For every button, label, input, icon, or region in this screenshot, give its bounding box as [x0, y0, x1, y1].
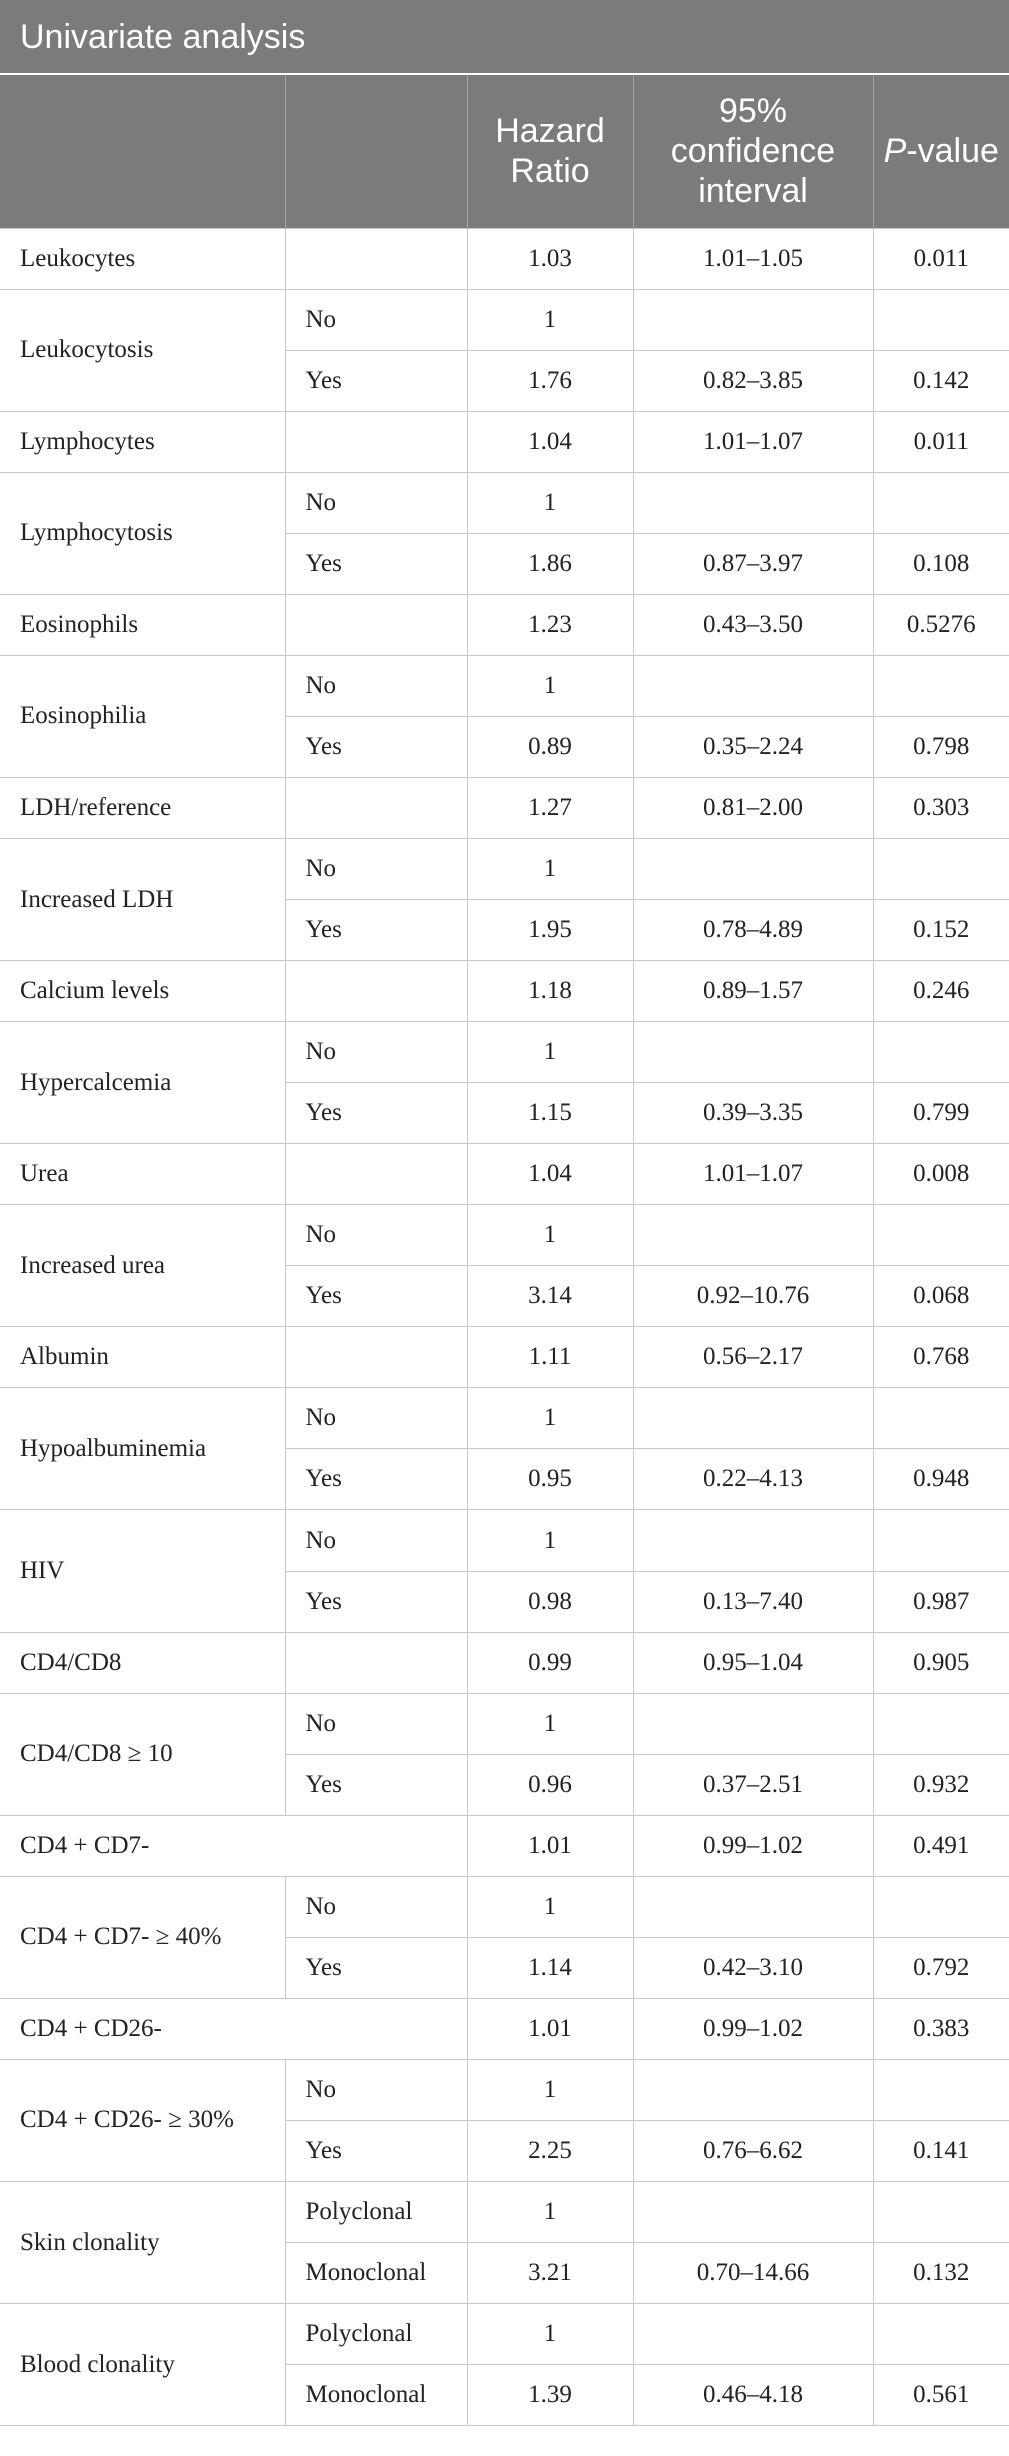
confidence-interval-cell: 0.39–3.35 — [633, 1083, 873, 1144]
level-cell: Monoclonal — [285, 2365, 467, 2426]
level-cell: Yes — [285, 533, 467, 594]
confidence-interval-cell — [633, 1510, 873, 1571]
univariate-table — [0, 75, 1009, 2426]
level-cell: No — [285, 289, 467, 350]
p-value-cell: 0.152 — [873, 900, 1009, 961]
level-cell: No — [285, 838, 467, 899]
level-cell: Yes — [285, 1083, 467, 1144]
table-row — [0, 472, 1009, 533]
p-value-cell — [873, 1388, 1009, 1449]
confidence-interval-cell — [633, 1388, 873, 1449]
confidence-interval-cell: 0.87–3.97 — [633, 533, 873, 594]
table-row — [0, 2182, 1009, 2243]
hazard-ratio-cell: 3.14 — [467, 1266, 633, 1327]
p-value-cell: 0.948 — [873, 1449, 1009, 1510]
confidence-interval-cell: 0.99–1.02 — [633, 1815, 873, 1876]
p-value-cell: 0.011 — [873, 411, 1009, 472]
hazard-ratio-cell: 1 — [467, 2059, 633, 2120]
p-value-cell: 0.108 — [873, 533, 1009, 594]
table-row — [0, 1327, 1009, 1388]
confidence-interval-cell — [633, 1693, 873, 1754]
header-p-value — [873, 75, 1009, 228]
hazard-ratio-cell: 1.86 — [467, 533, 633, 594]
table-row — [0, 411, 1009, 472]
hazard-ratio-cell: 1.95 — [467, 900, 633, 961]
level-cell — [285, 1327, 467, 1388]
variable-cell: LDH/reference — [0, 777, 285, 838]
hazard-ratio-cell: 1 — [467, 289, 633, 350]
header-hazard-ratio: Hazard Ratio — [467, 75, 633, 228]
table-row — [0, 2304, 1009, 2365]
p-value-cell: 0.011 — [873, 228, 1009, 289]
variable-cell: Increased urea — [0, 1205, 285, 1327]
level-cell: Yes — [285, 900, 467, 961]
level-cell — [285, 411, 467, 472]
hazard-ratio-cell: 1.04 — [467, 1144, 633, 1205]
level-cell: Yes — [285, 716, 467, 777]
hazard-ratio-cell: 1 — [467, 472, 633, 533]
hazard-ratio-cell: 1.18 — [467, 961, 633, 1022]
level-cell: Yes — [285, 1449, 467, 1510]
p-value-cell: 0.068 — [873, 1266, 1009, 1327]
confidence-interval-cell: 0.35–2.24 — [633, 716, 873, 777]
hazard-ratio-cell: 1.15 — [467, 1083, 633, 1144]
p-value-cell: 0.905 — [873, 1632, 1009, 1693]
table-row — [0, 1144, 1009, 1205]
hazard-ratio-cell: 1 — [467, 1510, 633, 1571]
variable-cell: Skin clonality — [0, 2182, 285, 2304]
variable-cell: Lymphocytes — [0, 411, 285, 472]
confidence-interval-cell — [633, 2182, 873, 2243]
confidence-interval-cell: 1.01–1.07 — [633, 411, 873, 472]
hazard-ratio-cell: 1 — [467, 2182, 633, 2243]
table-row — [0, 1815, 1009, 1876]
p-value-cell — [873, 1510, 1009, 1571]
confidence-interval-cell — [633, 2304, 873, 2365]
p-value-cell — [873, 472, 1009, 533]
hazard-ratio-cell: 1.01 — [467, 1998, 633, 2059]
level-cell: No — [285, 472, 467, 533]
hazard-ratio-cell: 1.23 — [467, 594, 633, 655]
confidence-interval-cell — [633, 1022, 873, 1083]
table-row — [0, 1998, 1009, 2059]
level-cell — [285, 777, 467, 838]
p-value-cell: 0.383 — [873, 1998, 1009, 2059]
table-row — [0, 1510, 1009, 1571]
confidence-interval-cell: 0.95–1.04 — [633, 1632, 873, 1693]
confidence-interval-cell: 0.81–2.00 — [633, 777, 873, 838]
confidence-interval-cell: 0.37–2.51 — [633, 1754, 873, 1815]
confidence-interval-cell: 0.99–1.02 — [633, 1998, 873, 2059]
confidence-interval-cell — [633, 1876, 873, 1937]
table-row — [0, 1876, 1009, 1937]
hazard-ratio-cell: 2.25 — [467, 2120, 633, 2181]
header-level — [285, 75, 467, 228]
variable-cell: CD4 + CD26- — [0, 1998, 467, 2059]
header-confidence-interval: 95% confidence interval — [633, 75, 873, 228]
variable-cell: Leukocytes — [0, 228, 285, 289]
table-row — [0, 961, 1009, 1022]
header-row — [0, 75, 1009, 228]
p-value-cell: 0.987 — [873, 1571, 1009, 1632]
variable-cell: Hypoalbuminemia — [0, 1388, 285, 1510]
hazard-ratio-cell: 1 — [467, 1876, 633, 1937]
variable-cell: Urea — [0, 1144, 285, 1205]
hazard-ratio-cell: 1 — [467, 1388, 633, 1449]
confidence-interval-cell: 1.01–1.07 — [633, 1144, 873, 1205]
hazard-ratio-cell: 1.14 — [467, 1937, 633, 1998]
p-value-cell — [873, 289, 1009, 350]
hazard-ratio-cell: 1 — [467, 838, 633, 899]
level-cell: Yes — [285, 1754, 467, 1815]
p-value-cell — [873, 838, 1009, 899]
hazard-ratio-cell: 1.27 — [467, 777, 633, 838]
confidence-interval-cell — [633, 655, 873, 716]
variable-cell: CD4/CD8 — [0, 1632, 285, 1693]
variable-cell: CD4 + CD7- ≥ 40% — [0, 1876, 285, 1998]
confidence-interval-cell — [633, 838, 873, 899]
hazard-ratio-cell: 0.98 — [467, 1571, 633, 1632]
table-row — [0, 2059, 1009, 2120]
level-cell: Polyclonal — [285, 2304, 467, 2365]
p-value-cell — [873, 655, 1009, 716]
header-variable — [0, 75, 285, 228]
confidence-interval-cell: 0.43–3.50 — [633, 594, 873, 655]
table-row — [0, 655, 1009, 716]
level-cell — [285, 1632, 467, 1693]
confidence-interval-cell: 0.70–14.66 — [633, 2243, 873, 2304]
variable-cell: Hypercalcemia — [0, 1022, 285, 1144]
variable-cell: Increased LDH — [0, 838, 285, 960]
p-value-cell: 0.932 — [873, 1754, 1009, 1815]
level-cell: Yes — [285, 350, 467, 411]
variable-cell: CD4/CD8 ≥ 10 — [0, 1693, 285, 1815]
level-cell: Yes — [285, 1266, 467, 1327]
table-row — [0, 777, 1009, 838]
hazard-ratio-cell: 1.01 — [467, 1815, 633, 1876]
hazard-ratio-cell: 1.76 — [467, 350, 633, 411]
variable-cell: Eosinophils — [0, 594, 285, 655]
confidence-interval-cell: 0.13–7.40 — [633, 1571, 873, 1632]
confidence-interval-cell — [633, 2059, 873, 2120]
table-row — [0, 1388, 1009, 1449]
level-cell: No — [285, 1022, 467, 1083]
header-p-italic: P — [883, 132, 907, 171]
confidence-interval-cell: 1.01–1.05 — [633, 228, 873, 289]
hazard-ratio-cell: 1.03 — [467, 228, 633, 289]
hazard-ratio-cell: 1.11 — [467, 1327, 633, 1388]
variable-cell: Lymphocytosis — [0, 472, 285, 594]
confidence-interval-cell: 0.46–4.18 — [633, 2365, 873, 2426]
confidence-interval-cell: 0.78–4.89 — [633, 900, 873, 961]
p-value-cell: 0.798 — [873, 716, 1009, 777]
variable-cell: HIV — [0, 1510, 285, 1632]
confidence-interval-cell: 0.92–10.76 — [633, 1266, 873, 1327]
table-row — [0, 1022, 1009, 1083]
p-value-cell: 0.142 — [873, 350, 1009, 411]
confidence-interval-cell — [633, 1205, 873, 1266]
table-row — [0, 838, 1009, 899]
level-cell: Monoclonal — [285, 2243, 467, 2304]
table-row — [0, 1693, 1009, 1754]
level-cell: No — [285, 1876, 467, 1937]
table-row — [0, 228, 1009, 289]
level-cell: No — [285, 1510, 467, 1571]
hazard-ratio-cell: 1 — [467, 1022, 633, 1083]
confidence-interval-cell: 0.56–2.17 — [633, 1327, 873, 1388]
level-cell: No — [285, 1205, 467, 1266]
p-value-cell: 0.303 — [873, 777, 1009, 838]
p-value-cell: 0.799 — [873, 1083, 1009, 1144]
table-body — [0, 228, 1009, 2426]
level-cell: Yes — [285, 1937, 467, 1998]
level-cell: No — [285, 1388, 467, 1449]
p-value-cell — [873, 2304, 1009, 2365]
level-cell — [285, 961, 467, 1022]
confidence-interval-cell — [633, 472, 873, 533]
confidence-interval-cell: 0.82–3.85 — [633, 350, 873, 411]
confidence-interval-cell: 0.22–4.13 — [633, 1449, 873, 1510]
hazard-ratio-cell: 1 — [467, 2304, 633, 2365]
p-value-cell: 0.491 — [873, 1815, 1009, 1876]
variable-cell: CD4 + CD7- — [0, 1815, 467, 1876]
p-value-cell — [873, 2059, 1009, 2120]
hazard-ratio-cell: 0.95 — [467, 1449, 633, 1510]
p-value-cell: 0.768 — [873, 1327, 1009, 1388]
level-cell: Polyclonal — [285, 2182, 467, 2243]
p-value-cell: 0.141 — [873, 2120, 1009, 2181]
p-value-cell: 0.792 — [873, 1937, 1009, 1998]
variable-cell: Eosinophilia — [0, 655, 285, 777]
p-value-cell: 0.132 — [873, 2243, 1009, 2304]
level-cell — [285, 228, 467, 289]
table-row — [0, 594, 1009, 655]
variable-cell: Albumin — [0, 1327, 285, 1388]
hazard-ratio-cell: 0.89 — [467, 716, 633, 777]
table-row — [0, 1632, 1009, 1693]
hazard-ratio-cell: 1 — [467, 1693, 633, 1754]
table-title: Univariate analysis — [0, 0, 1009, 75]
confidence-interval-cell — [633, 289, 873, 350]
hazard-ratio-cell: 3.21 — [467, 2243, 633, 2304]
level-cell — [285, 1144, 467, 1205]
p-value-cell: 0.561 — [873, 2365, 1009, 2426]
level-cell: No — [285, 2059, 467, 2120]
variable-cell: Blood clonality — [0, 2304, 285, 2426]
level-cell: No — [285, 655, 467, 716]
confidence-interval-cell: 0.76–6.62 — [633, 2120, 873, 2181]
level-cell — [285, 594, 467, 655]
p-value-cell — [873, 1205, 1009, 1266]
header-p-suffix: -value — [906, 132, 999, 171]
level-cell: Yes — [285, 1571, 467, 1632]
p-value-cell: 0.5276 — [873, 594, 1009, 655]
hazard-ratio-cell: 1.39 — [467, 2365, 633, 2426]
p-value-cell — [873, 1693, 1009, 1754]
hazard-ratio-cell: 1 — [467, 655, 633, 716]
table-row — [0, 289, 1009, 350]
p-value-cell — [873, 2182, 1009, 2243]
hazard-ratio-cell: 1 — [467, 1205, 633, 1266]
variable-cell: Calcium levels — [0, 961, 285, 1022]
confidence-interval-cell: 0.42–3.10 — [633, 1937, 873, 1998]
hazard-ratio-cell: 0.96 — [467, 1754, 633, 1815]
level-cell: No — [285, 1693, 467, 1754]
p-value-cell: 0.246 — [873, 961, 1009, 1022]
hazard-ratio-cell: 0.99 — [467, 1632, 633, 1693]
level-cell: Yes — [285, 2120, 467, 2181]
confidence-interval-cell: 0.89–1.57 — [633, 961, 873, 1022]
p-value-cell: 0.008 — [873, 1144, 1009, 1205]
hazard-ratio-cell: 1.04 — [467, 411, 633, 472]
variable-cell: Leukocytosis — [0, 289, 285, 411]
p-value-cell — [873, 1022, 1009, 1083]
table-row — [0, 1205, 1009, 1266]
variable-cell: CD4 + CD26- ≥ 30% — [0, 2059, 285, 2181]
p-value-cell — [873, 1876, 1009, 1937]
